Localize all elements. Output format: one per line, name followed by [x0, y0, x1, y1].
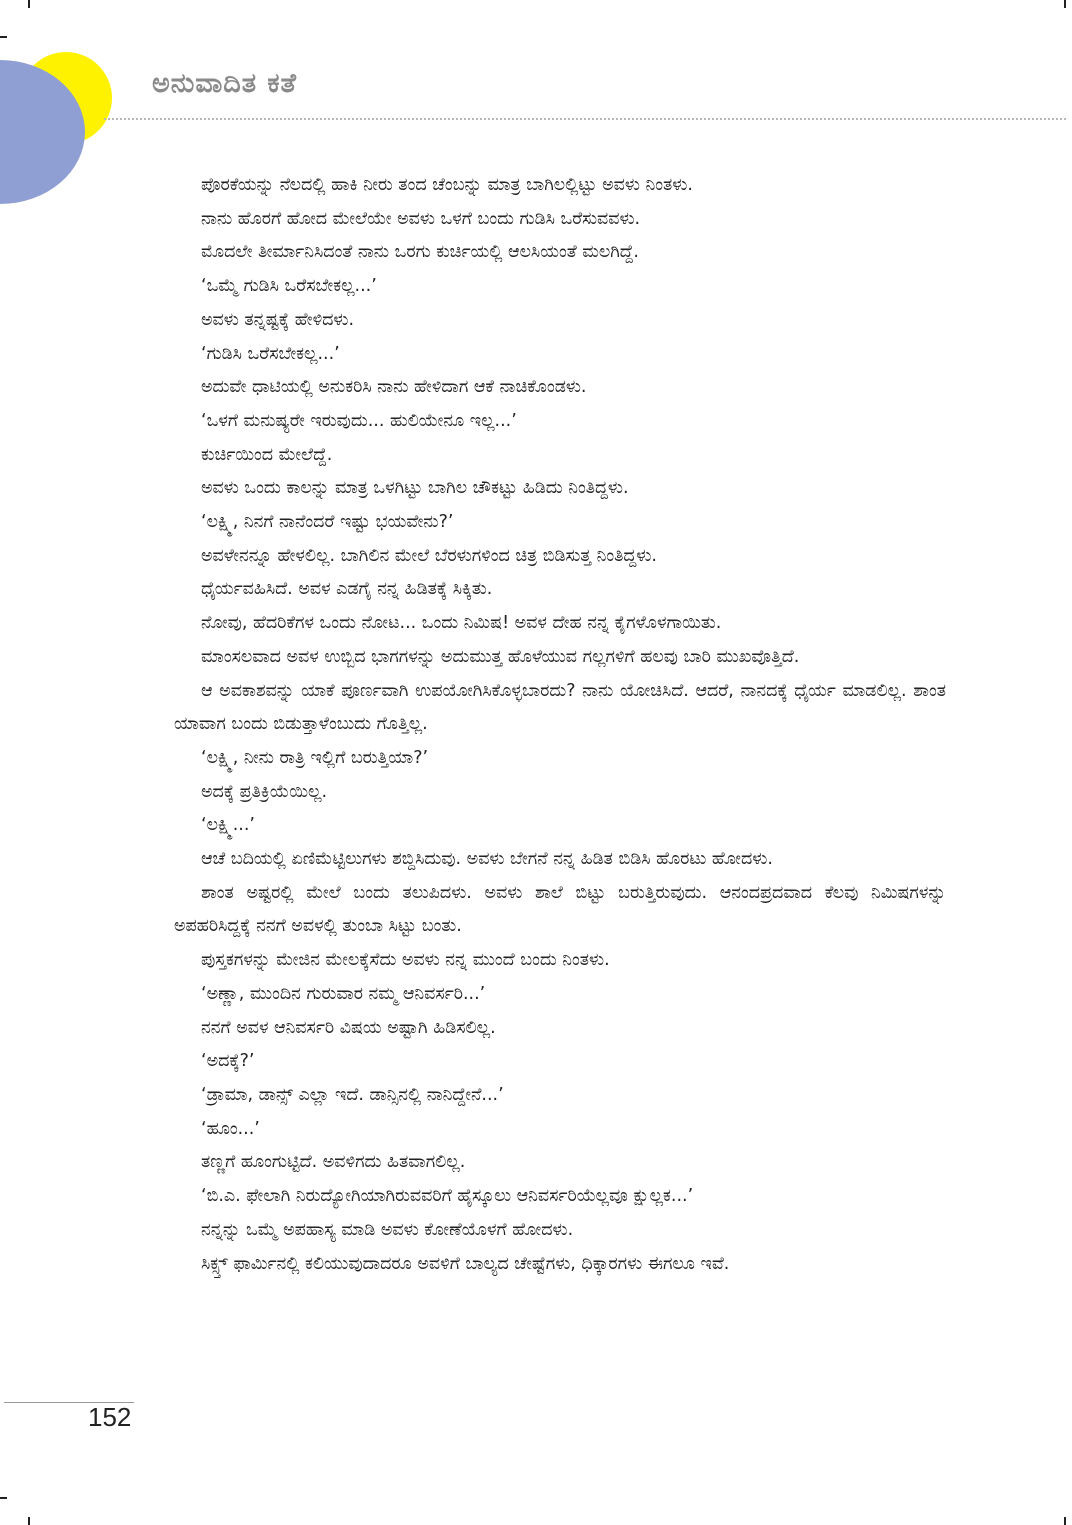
- page-number: 152: [88, 1402, 132, 1432]
- paragraph: ‘ಗುಡಿಸಿ ಒರೆಸಬೇಕಲ್ಲ...’: [201, 343, 340, 364]
- body-text: [174, 169, 946, 1281]
- paragraph: ಅವಳೇನನ್ನೂ ಹೇಳಲಿಲ್ಲ. ಬಾಗಿಲಿನ ಮೇಲೆ ಬೆರಳುಗಳಿಂದ ಚಿತ್ರ ಬಿಡಿಸುತ್ತ ನಿಂತಿದ್ದಳು.: [201, 545, 657, 566]
- crop-mark-top-left: [28, 0, 30, 8]
- paragraph: ತಣ್ಣಗೆ ಹೂಂಗುಟ್ಟಿದೆ. ಅವಳಿಗದು ಹಿತವಾಗಲಿಲ್ಲ.: [201, 1152, 466, 1173]
- paragraph: ಪುಸ್ತಕಗಳನ್ನು ಮೇಜಿನ ಮೇಲಕ್ಕೆಸೆದು ಅವಳು ನನ್ನ ಮುಂದೆ ಬಂದು ನಿಂತಳು.: [201, 950, 610, 971]
- paragraph: ಮೊದಲೇ ತೀರ್ಮಾನಿಸಿದಂತೆ ನಾನು ಒರಗು ಕುರ್ಚಿಯಲ್ಲಿ ಆಲಸಿಯಂತೆ ಮಲಗಿದ್ದೆ.: [201, 242, 639, 263]
- paragraph: ‘ಲಕ್ಷ್ಮಿ, ನಿನಗೆ ನಾನೆಂದರೆ ಇಷ್ಟು ಭಯವೇನು?’: [201, 512, 454, 533]
- paragraph: ಕುರ್ಚಿಯಿಂದ ಮೇಲೆದ್ದೆ.: [201, 444, 333, 465]
- dotted-divider: [104, 118, 1066, 120]
- paragraph: ‘ಒಳಗೆ ಮನುಷ್ಯರೇ ಇರುವುದು... ಹುಲಿಯೇನೂ ಇಲ್ಲ...’: [201, 410, 517, 431]
- paragraph: ಅವಳು ತನ್ನಷ್ಟಕ್ಕೆ ಹೇಳಿದಳು.: [201, 309, 355, 330]
- paragraph: ಶಾಂತ ಅಷ್ಟರಲ್ಲಿ ಮೇಲೆ ಬಂದು ತಲುಪಿದಳು. ಅವಳು ಶಾಲೆ ಬಿಟ್ಟು ಬರುತ್ತಿರುವುದು. ಆನಂದಪ್ರದವಾದ ಕೆಲವು ನಿಮಿಷಗಳನ್ನು ಅಪಹರಿಸಿದ್ದಕ್ಕೆ ನನಗೆ ಅವಳಲ್ಲಿ ತುಂಬಾ ಸಿಟ್ಟು ಬಂತು.: [174, 882, 946, 937]
- paragraph: ‘ಡ್ರಾಮಾ, ಡಾನ್ಸ್ ಎಲ್ಲಾ ಇದೆ. ಡಾನ್ಸಿನಲ್ಲಿ ನಾನಿದ್ದೇನೆ...’: [201, 1084, 504, 1105]
- paragraph: ಮಾಂಸಲವಾದ ಅವಳ ಉಬ್ಬಿದ ಭಾಗಗಳನ್ನು ಅದುಮುತ್ತ ಹೊಳೆಯುವ ಗಲ್ಲಗಳಿಗೆ ಹಲವು ಬಾರಿ ಮುಖವೊತ್ತಿದೆ.: [201, 646, 800, 667]
- paragraph: ‘ಒಮ್ಮೆ ಗುಡಿಸಿ ಒರೆಸಬೇಕಲ್ಲ...’: [201, 276, 377, 297]
- crop-mark-left-lower: [0, 1497, 7, 1499]
- paragraph: ಧೈರ್ಯವಹಿಸಿದೆ. ಅವಳ ಎಡಗೈ ನನ್ನ ಹಿಡಿತಕ್ಕೆ ಸಿಕ್ಕಿತು.: [201, 579, 493, 600]
- paragraph: ‘ಲಕ್ಷ್ಮಿ...’: [201, 815, 255, 836]
- paragraph: ಪೊರಕೆಯನ್ನು ನೆಲದಲ್ಲಿ ಹಾಕಿ ನೀರು ತಂದ ಚೆಂಬನ್ನು ಮಾತ್ರ ಬಾಗಿಲಲ್ಲಿಟ್ಟು ಅವಳು ನಿಂತಳು.: [201, 175, 693, 195]
- paragraph: ಅದುವೇ ಧಾಟಿಯಲ್ಲಿ ಅನುಕರಿಸಿ ನಾನು ಹೇಳಿದಾಗ ಆಕೆ ನಾಚಿಕೊಂಡಳು.: [201, 377, 587, 398]
- paragraph: ಆ ಅವಕಾಶವನ್ನು ಯಾಕೆ ಪೂರ್ಣವಾಗಿ ಉಪಯೋಗಿಸಿಕೊಳ್ಳಬಾರದು? ನಾನು ಯೋಚಿಸಿದೆ. ಆದರೆ, ನಾನದಕ್ಕೆ ಧೈರ್ಯ ಮಾಡಲಿಲ್ಲ. ಶಾಂತ ಯಾವಾಗ ಬಂದು ಬಿಡುತ್ತಾಳೆಂಬುದು ಗೊತ್ತಿಲ್ಲ.: [174, 680, 946, 735]
- paragraph: ಆಚೆ ಬದಿಯಲ್ಲಿ ಏಣಿಮೆಟ್ಟಿಲುಗಳು ಶಬ್ದಿಸಿದುವು. ಅವಳು ಬೇಗನೆ ನನ್ನ ಹಿಡಿತ ಬಿಡಿಸಿ ಹೊರಟು ಹೋದಳು.: [201, 849, 773, 870]
- paragraph: ‘ಅಣ್ಣಾ, ಮುಂದಿನ ಗುರುವಾರ ನಮ್ಮ ಆನಿವರ್ಸರಿ...’: [201, 983, 486, 1004]
- paragraph: ಸಿಕ್ಸ್ತ್ ಫಾರ್ಮಿನಲ್ಲಿ ಕಲಿಯುವುದಾದರೂ ಅವಳಿಗೆ ಬಾಲ್ಯದ ಚೇಷ್ಟೆಗಳು, ಧಿಕ್ಕಾರಗಳು ಈಗಲೂ ಇವೆ.: [201, 1253, 730, 1274]
- paragraph: ಅದಕ್ಕೆ ಪ್ರತಿಕ್ರಿಯೆಯಿಲ್ಲ.: [201, 781, 328, 802]
- crop-mark-left-upper: [0, 36, 7, 38]
- paragraph: ನೋವು, ಹೆದರಿಕೆಗಳ ಒಂದು ನೋಟ... ಒಂದು ನಿಮಿಷ! ಅವಳ ದೇಹ ನನ್ನ ಕೈಗಳೊಳಗಾಯಿತು.: [201, 613, 722, 634]
- crop-mark-bottom-left: [28, 1517, 30, 1525]
- paragraph: ‘ಹೂಂ...’: [201, 1118, 260, 1139]
- paragraph: ‘ಅದಕ್ಕೆ?’: [201, 1051, 255, 1072]
- paragraph: ನನಗೆ ಅವಳ ಆನಿವರ್ಸರಿ ವಿಷಯ ಅಷ್ಟಾಗಿ ಹಿಡಿಸಲಿಲ್ಲ.: [201, 1017, 496, 1038]
- paragraph: ಅವಳು ಒಂದು ಕಾಲನ್ನು ಮಾತ್ರ ಒಳಗಿಟ್ಟು ಬಾಗಿಲ ಚೌಕಟ್ಟು ಹಿಡಿದು ನಿಂತಿದ್ದಳು.: [201, 478, 629, 499]
- section-title: ಅನುವಾದಿತ ಕತೆ: [152, 68, 297, 99]
- paragraph: ‘ಬಿ.ಎ. ಫೇಲಾಗಿ ನಿರುದ್ಯೋಗಿಯಾಗಿರುವವರಿಗೆ ಹೈಸ್ಕೂಲು ಆನಿವರ್ಸರಿಯೆಲ್ಲವೂ ಕ್ಷುಲ್ಲಕ...’: [201, 1186, 694, 1207]
- crop-mark-bottom-right: [1064, 1517, 1066, 1525]
- paragraph: ನಾನು ಹೊರಗೆ ಹೋದ ಮೇಲೆಯೇ ಅವಳು ಒಳಗೆ ಬಂದು ಗುಡಿಸಿ ಒರೆಸುವವಳು.: [201, 208, 641, 229]
- crop-mark-top-right: [1064, 0, 1066, 8]
- paragraph: ನನ್ನನ್ನು ಒಮ್ಮೆ ಅಪಹಾಸ್ಯ ಮಾಡಿ ಅವಳು ಕೋಣೆಯೊಳಗೆ ಹೋದಳು.: [201, 1219, 574, 1240]
- paragraph: ‘ಲಕ್ಷ್ಮಿ, ನೀನು ರಾತ್ರಿ ಇಲ್ಲಿಗೆ ಬರುತ್ತಿಯಾ?’: [201, 747, 429, 768]
